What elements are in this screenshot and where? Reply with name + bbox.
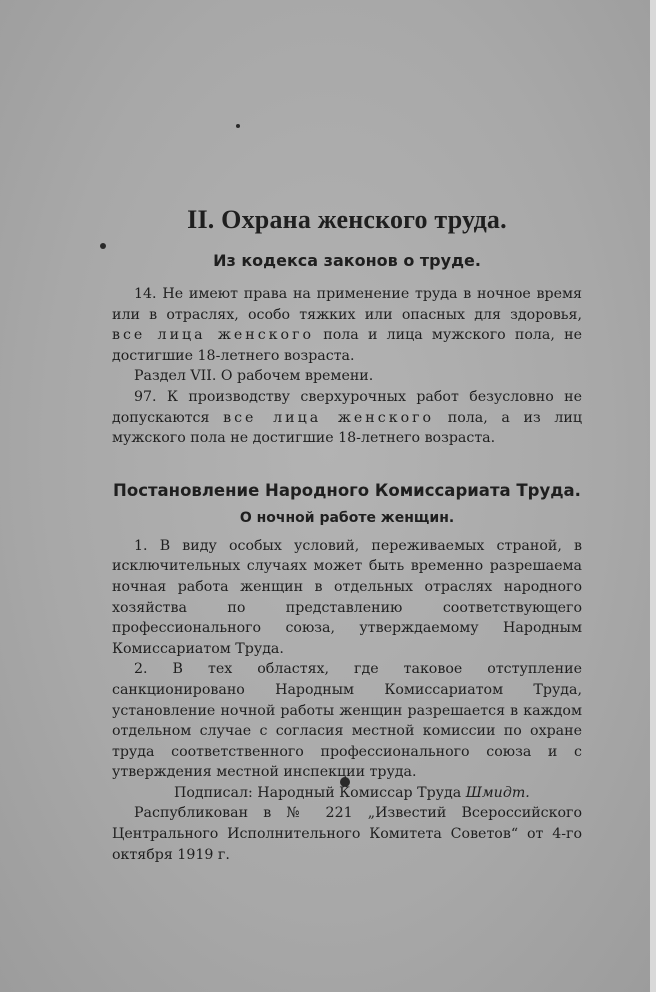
page-edge [650, 0, 656, 992]
page-title: II. Охрана женского труда. [187, 205, 507, 234]
article-14-text-a: 14. Не имеют права на применение труда в ночное время или в отраслях, особо тяжких или опасных для здоровья, [112, 286, 582, 323]
publication-note: Распубликован в № 221 „Известий Всероссийского Центрального Исполнительного Комитета Советов“ от 4-го октября 1919 г. [112, 805, 582, 863]
article-97-text-a: 97. К производству сверхурочных работ безусловно не допускаются [112, 388, 582, 426]
decree-subtitle: О ночной работе женщин. [239, 509, 455, 526]
article-97-spaced-text: все лица женского [223, 409, 435, 426]
decree-paragraph-1: 1. В виду особых условий, переживаемых страной, в исключительных случаях может быть временно разрешаема ночная работа женщин в отдельных отраслях народного хозяйства по представлению соответствующего профессионального союза, утверждаемому Народным Комиссариатом Труда. [112, 537, 582, 657]
article-97 [112, 387, 582, 449]
section-heading-line: Раздел VII. О рабочем времени. [134, 368, 374, 385]
article-14-text-b: пола и лица мужского пола, не достигшие 18-летнего возраста. [112, 327, 582, 364]
document-body [112, 205, 582, 865]
decree-title: Постановление Народного Комиссариата Труда. [113, 480, 581, 500]
decree-paragraph-2: 2. В тех областях, где таковое отступление санкционировано Народным Комиссариатом Труда, установление ночной работы женщин разрешается в каждом отдельном случае с согласия местной комиссии по охране труда соответственного профессионального союза и с утверждения местной инспекции труда. [112, 661, 582, 781]
signatory-name: Шмидт. [465, 784, 530, 801]
article-14 [112, 284, 582, 366]
signature-line [112, 783, 582, 804]
ink-spot [100, 243, 106, 249]
signature-prefix: Подписал: Народный Комиссар Труда [174, 784, 466, 801]
article-14-spaced-text: все лица женского [112, 327, 315, 344]
ink-spot [236, 124, 240, 128]
article-97-text-b: пола, а из лиц мужского пола не достигшие 18-летнего возраста. [112, 409, 582, 447]
labor-code-subtitle: Из кодекса законов о труде. [213, 251, 481, 270]
